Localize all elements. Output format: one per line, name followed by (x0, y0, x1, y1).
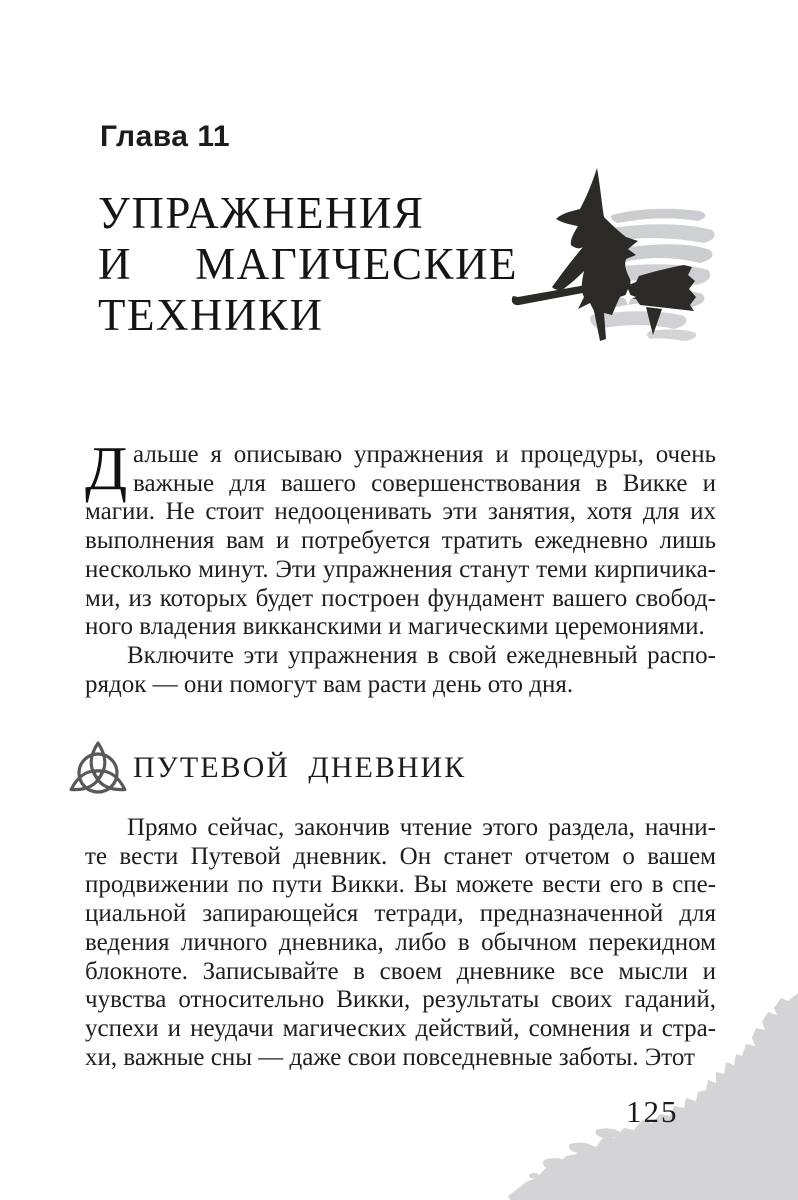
text-line: те вести Путевой дневник. Он станет отчетом о вашем (85, 842, 716, 870)
coastline-decoration (500, 960, 798, 1200)
intro-paragraph (85, 435, 716, 642)
text-line: магии. Не стоит недооценивать эти занятия, хотя для их (85, 498, 716, 526)
chapter-title (98, 188, 518, 341)
intro-paragraph-2 (85, 642, 716, 699)
text-line: УПРАЖНЕНИЯ (98, 188, 425, 238)
witch-on-broomstick-illustration (500, 155, 720, 345)
text-line: рядок — они помогут вам расти день ото дня. (85, 670, 574, 698)
text-line: несколько минут. Эти упражнения станут теми кирпичика- (85, 555, 716, 583)
text-line: выполнения вам и потребуется тратить ежедневно лишь (85, 527, 716, 555)
text-line: ного владения викканскими и магическими церемониями. (85, 613, 705, 641)
text-line: хи, важные сны — даже свои повседневные заботы. Этот (85, 1043, 695, 1071)
triquetra-icon (64, 736, 132, 806)
text-line: продвижении по пути Викки. Вы можете вести его в спе- (85, 871, 716, 899)
text-line: блокноте. Записывайте в своем дневнике все мысли и (85, 957, 716, 985)
section-heading-row (64, 733, 624, 813)
text-line: ведения личного дневника, либо в обычном перекидном (85, 928, 716, 956)
text-line: ми, из которых будет построен фундамент вашего свобод- (85, 584, 716, 612)
text-line: чувства относительно Викки, результаты своих гаданий, (85, 986, 716, 1014)
text-line: важные для вашего совершенствования в Викке и (133, 469, 716, 497)
text-line: ТЕХНИКИ (98, 290, 324, 340)
chapter-label: Глава 11 (100, 120, 231, 153)
text-line: циальной запирающейся тетради, предназначенной для (85, 900, 716, 928)
text-line: И МАГИЧЕСКИЕ (98, 239, 518, 289)
page-number: 125 (626, 1094, 679, 1129)
text-line: Включите эти упражнения в свой ежедневный распо- (127, 642, 716, 669)
section-heading: ПУТЕВОЙ ДНЕВНИК (133, 751, 467, 784)
text-line: успехи и неудачи магических действий, сомнения и стра- (85, 1014, 716, 1042)
text-line: альше я описываю упражнения и процедуры, очень (133, 441, 716, 468)
text-line: Прямо сейчас, закончив чтение этого раздела, начни- (127, 814, 716, 841)
intro-paragraph-lines (85, 435, 716, 642)
dropcap-letter: Д (85, 435, 128, 503)
